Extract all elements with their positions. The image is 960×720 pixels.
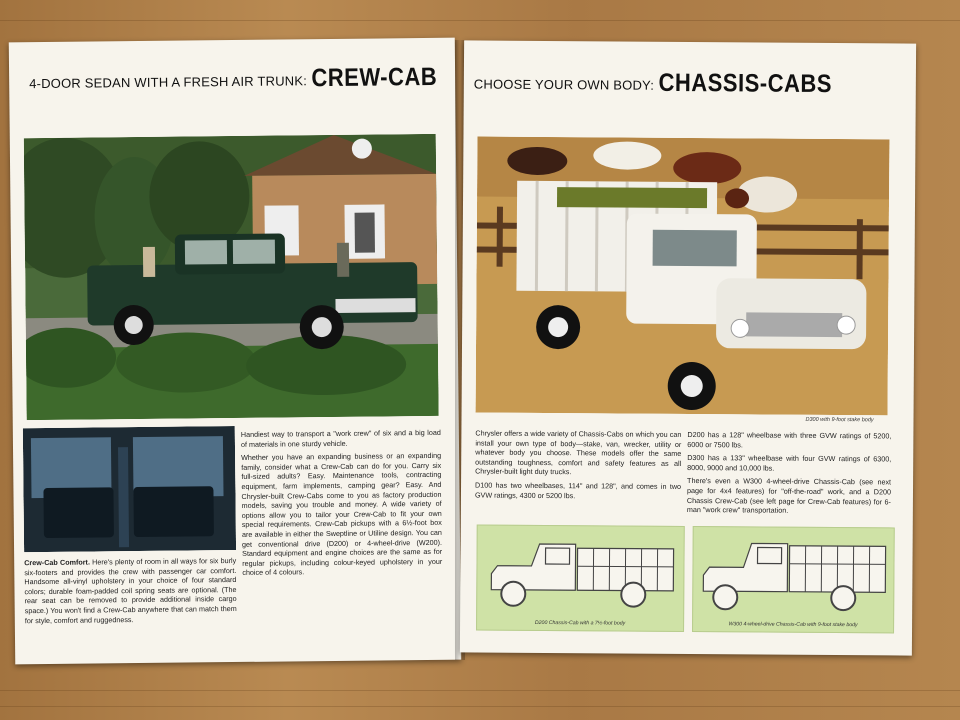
chassis-cab-paragraph: D100 has two wheelbases, 114" and 128", and comes in two GVW ratings, 4300 or 5200 lbs.: [474, 480, 682, 500]
crew-cab-paragraph: Handiest way to transport a "work crew" of six and a big load of materials in one sturdy vehicle.: [240, 427, 441, 449]
comfort-title: Crew-Cab Comfort.: [24, 557, 90, 568]
w300-illustration-panel: [692, 526, 895, 633]
chassis-cab-paragraph: Chrysler offers a wide variety of Chassis-Cabs on which you can install your own type of body—stake, van, wrecker, utility or whatever body you choose. These models offer the same outstanding toughness, comfort and safety features as all Chrysler-built light duty trucks.: [475, 428, 682, 477]
chassis-cab-paragraph: There's even a W300 4-wheel-drive Chassis-Cab (see next page for 4x4 features) for "off-the-road" work, and a D200 Chassis Crew-Cab (see left page for Crew-Cab features) for 6-man "work crew" transportation.: [686, 476, 892, 515]
chassis-cab-copy-col2: [687, 430, 892, 520]
chassis-cab-copy-col1: [475, 429, 682, 506]
photo-caption: D300 with 9-foot stake body: [805, 416, 874, 424]
d200-illustration-panel: [476, 525, 685, 632]
comfort-caption: [24, 556, 237, 625]
truck-line-drawing: [693, 527, 894, 618]
chassis-cab-paragraph: D300 has a 133" wheelbase with four GVW ratings of 6300, 8000, 9000 and 10,000 lbs.: [687, 453, 892, 473]
left-heading: [29, 61, 438, 94]
brochure-left-page: [9, 38, 461, 665]
wood-grain: [0, 690, 960, 691]
panel-caption: D200 Chassis-Cab with a 7½-foot body: [534, 619, 626, 627]
right-heading: [474, 68, 832, 96]
left-heading-title: CREW-CAB: [311, 61, 438, 92]
chassis-cab-photo: [476, 137, 890, 416]
comfort-text: Here's plenty of room in all ways for six burly six-footers and provides the crew with passenger car comfort. Handsome all-vinyl upholstery in your choice of four standard colors; durable foam-padded coil spring seats are optional. (The rear seat can be removed to provide additional inside cargo space.) You won't find a Crew-Cab anywhere that can match them for style, comfort and ruggedness.: [24, 555, 237, 625]
chassis-cab-paragraph: D200 has a 128" wheelbase with three GVW ratings of 5200, 6000 or 7500 lbs.: [687, 429, 892, 449]
wood-grain: [0, 706, 960, 707]
panel-caption: W300 4-wheel-drive Chassis-Cab with 9-foot stake body: [728, 621, 858, 629]
right-heading-lead: CHOOSE YOUR OWN BODY:: [473, 76, 655, 93]
crew-cab-paragraph: Whether you have an expanding business or an expanding family, consider what a Crew-Cab can do for you. Carry six full-sized adults? Easy. Maintenance tools, contracting equipment, farm implements, camping gear? Easy. And Chrysler-built Crew-Cabs come to you as factory production models, saving you trouble and money. A wide variety of options allow you to tailor your Crew-Cab to fit your own special requirements. Crew-Cab pickups with a 6½-foot box are available in either the Sweptline or Utiline design. You can get conventional drive (D200) or 4-wheel-drive (W200). Standard equipment and engine choices are the same as for regular pickups, including colour-keyed upholstery in your choice of 4 colours.: [241, 451, 443, 578]
crew-cab-copy: [241, 428, 443, 582]
crew-cab-photo: [24, 134, 439, 420]
truck-line-drawing: [477, 526, 684, 617]
interior-photo: [23, 426, 236, 552]
right-heading-title: CHASSIS-CABS: [658, 67, 833, 98]
left-heading-lead: 4-DOOR SEDAN WITH A FRESH AIR TRUNK:: [29, 73, 308, 92]
brochure-right-page: [460, 40, 916, 655]
wood-grain: [0, 20, 960, 21]
